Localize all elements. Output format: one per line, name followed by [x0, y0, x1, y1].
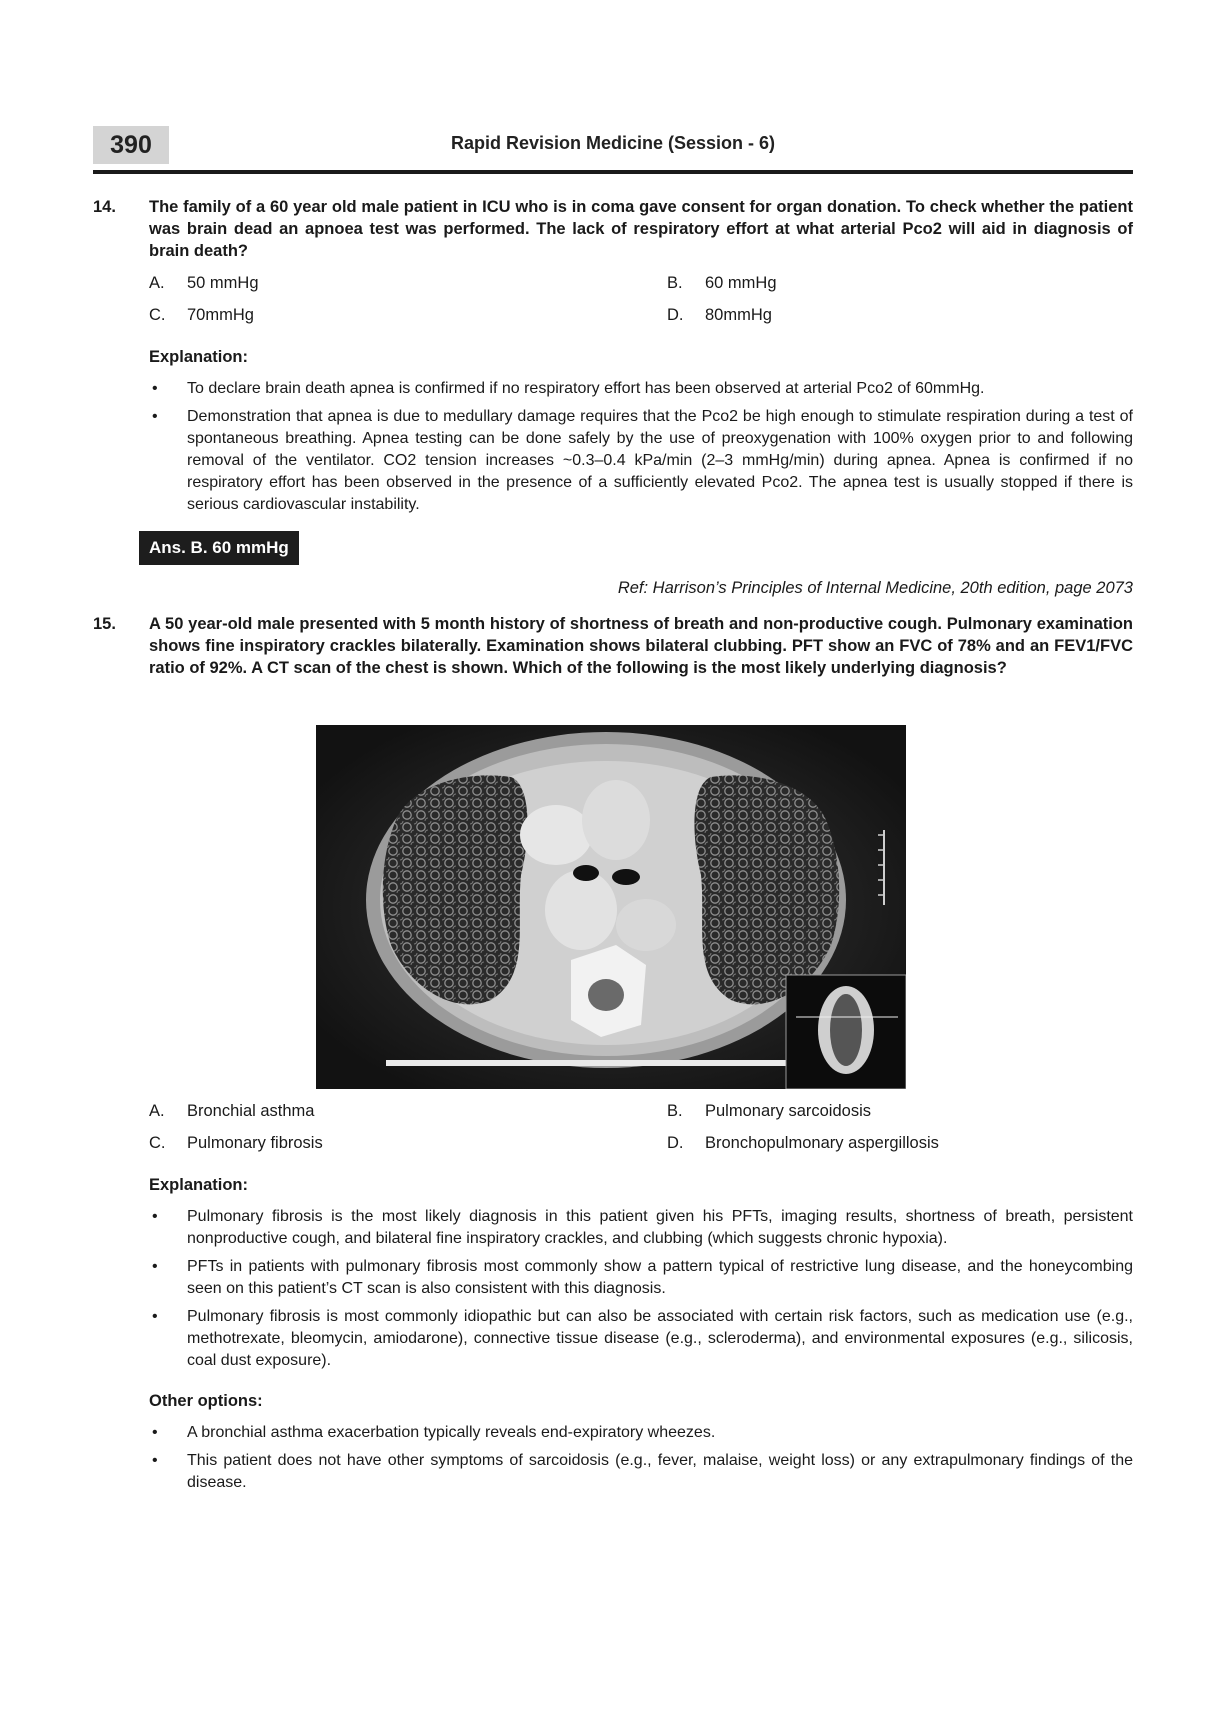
bullet-text: A bronchial asthma exacerbation typically reveals end-expiratory wheezes.: [187, 1424, 716, 1441]
option-letter: A.: [149, 274, 165, 292]
bullet-text: Pulmonary fibrosis is the most likely diagnosis in this patient given his PFTs, imaging results, shortness of breath, persistent nonproductive cough, and bilateral fine inspiratory crackles, and clubbing (which suggests chronic hypoxia).: [187, 1208, 1133, 1247]
bullet-text: PFTs in patients with pulmonary fibrosis most commonly show a pattern typical of restrictive lung disease, and the honeycombing seen on this patient’s CT scan is also consistent with this diagnosis.: [187, 1258, 1133, 1297]
header-rule: [93, 170, 1133, 174]
option-text: Bronchopulmonary aspergillosis: [705, 1134, 939, 1152]
option-text: 60 mmHg: [705, 274, 777, 292]
option-b: [667, 1100, 871, 1122]
option-text: 80mmHg: [705, 306, 772, 324]
option-text: Pulmonary fibrosis: [187, 1134, 323, 1152]
bullet-marker: •: [152, 1308, 158, 1325]
option-c: [149, 1132, 323, 1154]
option-text: 50 mmHg: [187, 274, 259, 292]
option-letter: A.: [149, 1102, 165, 1120]
option-letter: D.: [667, 306, 684, 324]
option-text: Bronchial asthma: [187, 1102, 315, 1120]
question-number: 14.: [93, 198, 116, 216]
reference-citation: Ref: Harrison’s Principles of Internal Medicine, 20th edition, page 2073: [617, 579, 1133, 597]
option-letter: C.: [149, 306, 166, 324]
option-text: Pulmonary sarcoidosis: [705, 1102, 871, 1120]
question-text: The family of a 60 year old male patient in ICU who is in coma gave consent for organ donation. To check whether the patient was brain dead an apnoea test was performed. The lack of respiratory effort at what arterial Pco2 will aid in diagnosis of brain death?: [149, 198, 1133, 260]
option-letter: B.: [667, 1102, 683, 1120]
bullet-text: Pulmonary fibrosis is most commonly idiopathic but can also be associated with certain risk factors, such as medication use (e.g., methotrexate, bleomycin, amiodarone), connective tissue disease (e.g., scleroderma), and environmental exposures (e.g., silicosis, coal dust exposure).: [187, 1308, 1133, 1369]
question-text: A 50 year-old male presented with 5 month history of shortness of breath and non-productive cough. Pulmonary examination shows fine inspiratory crackles bilaterally. Examination shows bilateral clubbing. PFT show an FVC of 78% and an FEV1/FVC ratio of 92%. A CT scan of the chest is shown. Which of the following is the most likely underlying diagnosis?: [149, 615, 1133, 677]
option-d: [667, 1132, 939, 1154]
ct-scan-image: [316, 725, 906, 1089]
question-14: [93, 196, 1133, 266]
bullet-marker: •: [152, 380, 158, 397]
answer-badge: Ans. B. 60 mmHg: [139, 531, 299, 565]
option-b: [667, 272, 777, 294]
bullet-text: This patient does not have other symptoms of sarcoidosis (e.g., fever, malaise, weight loss) or any extrapulmonary findings of the disease.: [187, 1452, 1133, 1491]
page-header: [93, 126, 1133, 178]
bullet-marker: •: [152, 1452, 158, 1469]
running-title: Rapid Revision Medicine (Session - 6): [450, 133, 776, 153]
explanation-heading: Explanation:: [149, 348, 249, 366]
bullet-marker: •: [152, 1424, 158, 1441]
bullet-text: To declare brain death apnea is confirmed if no respiratory effort has been observed at arterial Pco2 of 60mmHg.: [187, 380, 985, 397]
question-number: 15.: [93, 615, 116, 633]
bullet-text: Demonstration that apnea is due to medullary damage requires that the Pco2 be high enough to stimulate respiration during a test of spontaneous breathing. Apnea testing can be done safely by the use of preoxygenation with 100% oxygen prior to and following removal of the ventilator. CO2 tension increases ~0.3–0.4 kPa/min (2–3 mmHg/min) during apnea. Apnea is confirmed if no respiratory effort has been observed in the presence of a sufficiently elevated Pco2. The apnea test is usually stopped if there is serious cardiovascular instability.: [187, 408, 1133, 513]
bullet-marker: •: [152, 1258, 158, 1275]
question-15: [93, 613, 1133, 705]
option-d: [667, 304, 772, 326]
option-a: [149, 272, 259, 294]
option-letter: C.: [149, 1134, 166, 1152]
page-number: 390: [93, 126, 169, 164]
option-c: [149, 304, 254, 326]
option-text: 70mmHg: [187, 306, 254, 324]
option-letter: D.: [667, 1134, 684, 1152]
explanation-heading: Explanation:: [149, 1176, 249, 1194]
option-a: [149, 1100, 314, 1122]
option-letter: B.: [667, 274, 683, 292]
ct-scan-drawing: [316, 725, 906, 1089]
other-options-heading: Other options:: [149, 1392, 263, 1410]
bullet-marker: •: [152, 408, 158, 425]
bullet-marker: •: [152, 1208, 158, 1225]
